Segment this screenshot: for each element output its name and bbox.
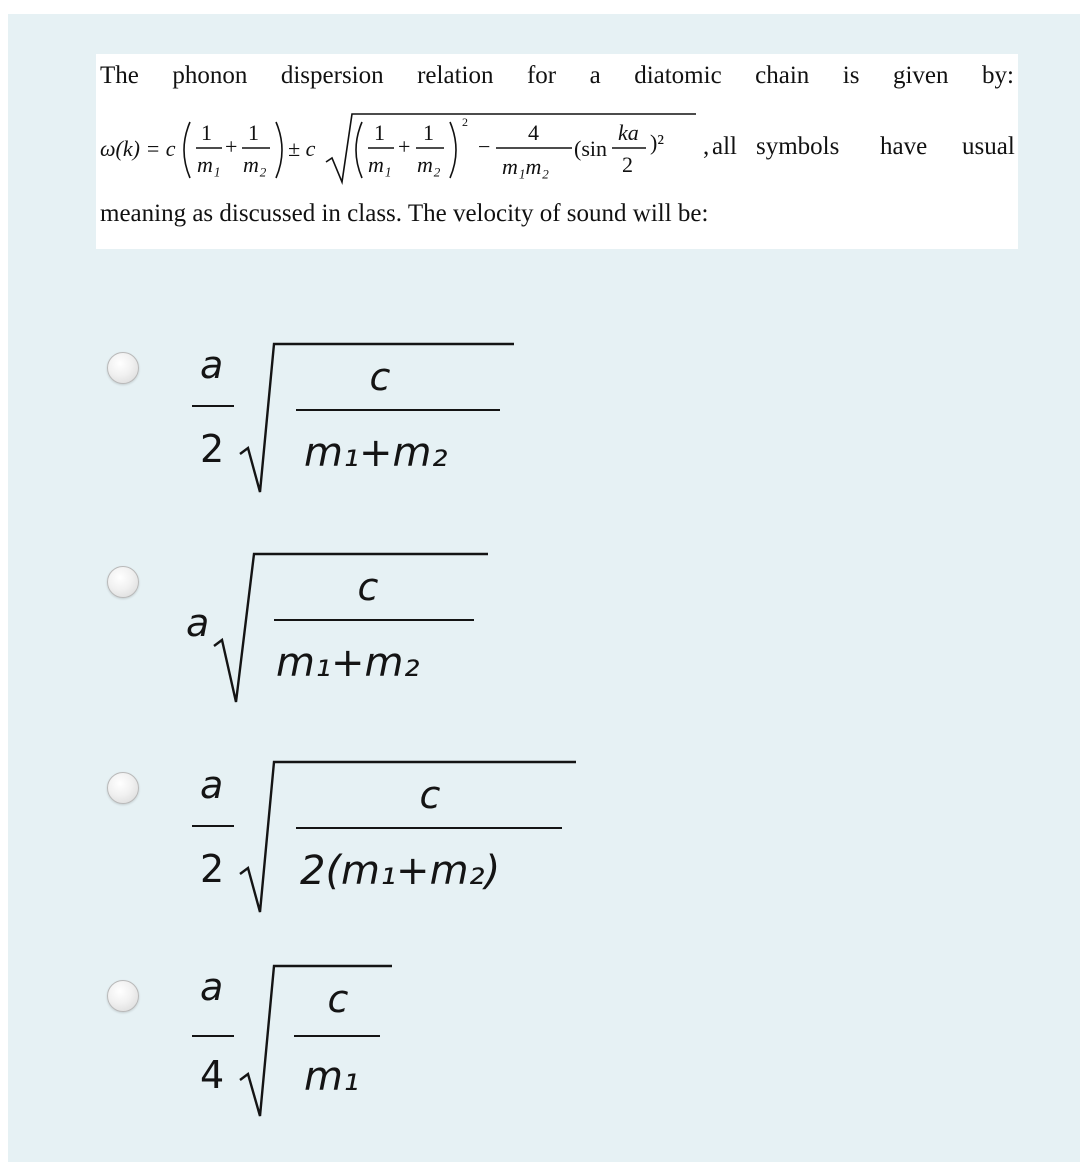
eq-two: 2 xyxy=(622,152,633,177)
option-prefix-den: 2 xyxy=(200,427,225,471)
eq-one: 1 xyxy=(201,120,212,145)
option-4-radio[interactable] xyxy=(107,980,139,1012)
option-prefix-num: a xyxy=(200,763,224,807)
question-word: have xyxy=(880,133,928,160)
question-word: given xyxy=(892,62,949,89)
option-3-formula xyxy=(140,750,600,920)
option-1-formula xyxy=(140,330,540,500)
eq-lhs: ω(k) = c xyxy=(100,136,176,161)
question-word: diatomic xyxy=(634,62,722,89)
eq-pm-c: ± c xyxy=(288,136,316,161)
option-2-radio[interactable] xyxy=(107,566,139,598)
option-prefix: a xyxy=(186,601,210,645)
option-prefix-num: a xyxy=(200,965,224,1009)
question-word: by: xyxy=(981,62,1014,89)
option-den: 2(m₁+m₂) xyxy=(300,848,501,894)
eq-minus: − xyxy=(478,134,491,159)
eq-sin: (sin xyxy=(574,136,607,161)
option-num: c xyxy=(369,355,391,399)
question-word: symbols xyxy=(756,133,840,160)
eq-four: 4 xyxy=(528,120,539,145)
question-word: phonon xyxy=(172,62,248,89)
question-word: The xyxy=(100,62,139,89)
eq-one: 1 xyxy=(423,120,434,145)
eq-m2: m₂ xyxy=(243,152,267,177)
option-den: m₁ xyxy=(304,1054,359,1100)
question-line-3: meaning as discussed in class. The velocity of sound will be: xyxy=(100,200,709,227)
question-word: relation xyxy=(417,62,494,89)
dispersion-equation xyxy=(98,110,1018,190)
option-3-radio[interactable] xyxy=(107,772,139,804)
option-num: c xyxy=(357,565,379,609)
question-word: chain xyxy=(755,62,810,89)
question-box xyxy=(96,54,1018,249)
option-1-radio[interactable] xyxy=(107,352,139,384)
eq-one: 1 xyxy=(374,120,385,145)
eq-ka: ka xyxy=(618,120,639,145)
eq-m1m2: m₁m₂ xyxy=(502,154,550,179)
question-line-1 xyxy=(100,62,1014,90)
eq-close-sq: )² xyxy=(650,130,664,155)
eq-plus: + xyxy=(398,134,411,159)
option-2-formula xyxy=(140,542,540,712)
question-word: for xyxy=(526,62,557,89)
option-prefix-den: 2 xyxy=(200,847,225,891)
eq-square: 2 xyxy=(462,115,468,129)
option-4-formula xyxy=(140,956,440,1126)
eq-comma: , xyxy=(703,133,710,160)
option-den: m₁+m₂ xyxy=(276,640,420,686)
option-prefix-num: a xyxy=(200,343,224,387)
eq-plus: + xyxy=(225,134,238,159)
question-word: is xyxy=(842,62,860,89)
eq-m1: m₁ xyxy=(197,152,221,177)
option-prefix-den: 4 xyxy=(200,1053,225,1097)
eq-m1: m₁ xyxy=(368,152,392,177)
question-word: all xyxy=(712,133,737,160)
option-den: m₁+m₂ xyxy=(304,430,448,476)
question-word: a xyxy=(589,62,601,89)
option-num: c xyxy=(419,773,441,817)
eq-m2: m₂ xyxy=(417,152,441,177)
eq-one: 1 xyxy=(248,120,259,145)
question-word: dispersion xyxy=(280,62,384,89)
option-num: c xyxy=(327,977,349,1021)
question-word: usual xyxy=(962,133,1015,160)
